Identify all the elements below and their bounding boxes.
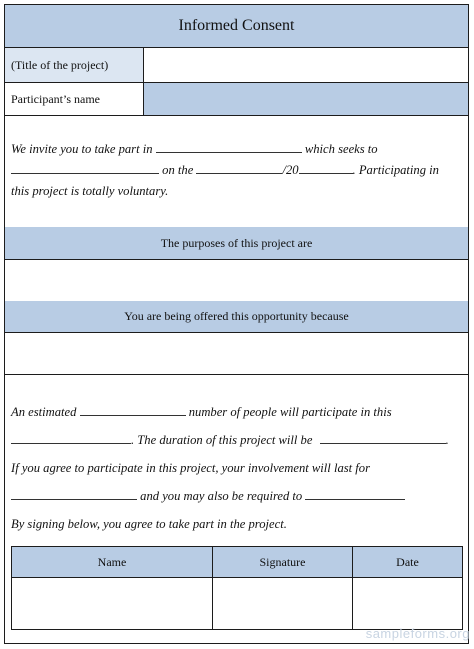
divider	[5, 333, 468, 375]
details-paragraph	[11, 398, 462, 538]
invite-text: We invite you to take part in	[11, 142, 153, 156]
signature-table-header	[12, 547, 463, 578]
signature-column-header: Signature	[213, 547, 353, 578]
details-line-3: If you agree to participate in this project, your involvement will last for	[11, 461, 370, 475]
name-cell[interactable]	[12, 578, 213, 630]
invite-text: on the	[162, 163, 194, 177]
name-column-header: Name	[12, 547, 213, 578]
divider	[5, 48, 468, 83]
details-line-2	[11, 426, 462, 454]
details-line-4	[11, 482, 462, 510]
participant-type-blank[interactable]	[11, 432, 131, 444]
details-line-1	[11, 398, 462, 426]
signature-cell[interactable]	[213, 578, 353, 630]
invite-text: . Participating in	[352, 163, 439, 177]
involvement-duration-blank[interactable]	[11, 488, 137, 500]
details-text: . The duration of this project will be	[131, 433, 313, 447]
divider	[5, 83, 468, 116]
project-title-label: (Title of the project)	[5, 48, 144, 82]
details-text: An estimated	[11, 405, 77, 419]
duration-blank[interactable]	[320, 432, 446, 444]
opportunity-header: You are being offered this opportunity because	[5, 301, 468, 333]
invite-line-3: this project is totally voluntary.	[11, 184, 169, 198]
informed-consent-form	[4, 4, 469, 644]
participant-count-blank[interactable]	[80, 404, 186, 416]
purposes-header: The purposes of this project are	[5, 227, 468, 260]
details-text: and you may also be required to	[140, 489, 303, 503]
details-text: number of people will participate in this	[188, 405, 392, 419]
divider	[5, 115, 468, 228]
invite-text: /20	[282, 163, 299, 177]
form-title: Informed Consent	[5, 5, 468, 48]
details-text: .	[445, 433, 449, 447]
participant-name-label: Participant’s name	[5, 83, 144, 115]
signature-table	[11, 546, 463, 630]
divider	[5, 260, 468, 302]
requirements-blank[interactable]	[305, 488, 405, 500]
table-row	[12, 578, 463, 630]
details-line-5: By signing below, you agree to take part in the project.	[11, 517, 287, 531]
date-cell[interactable]	[353, 578, 463, 630]
invite-text: which seeks to	[304, 142, 378, 156]
watermark: sampleforms.org	[365, 626, 470, 641]
date-column-header: Date	[353, 547, 463, 578]
